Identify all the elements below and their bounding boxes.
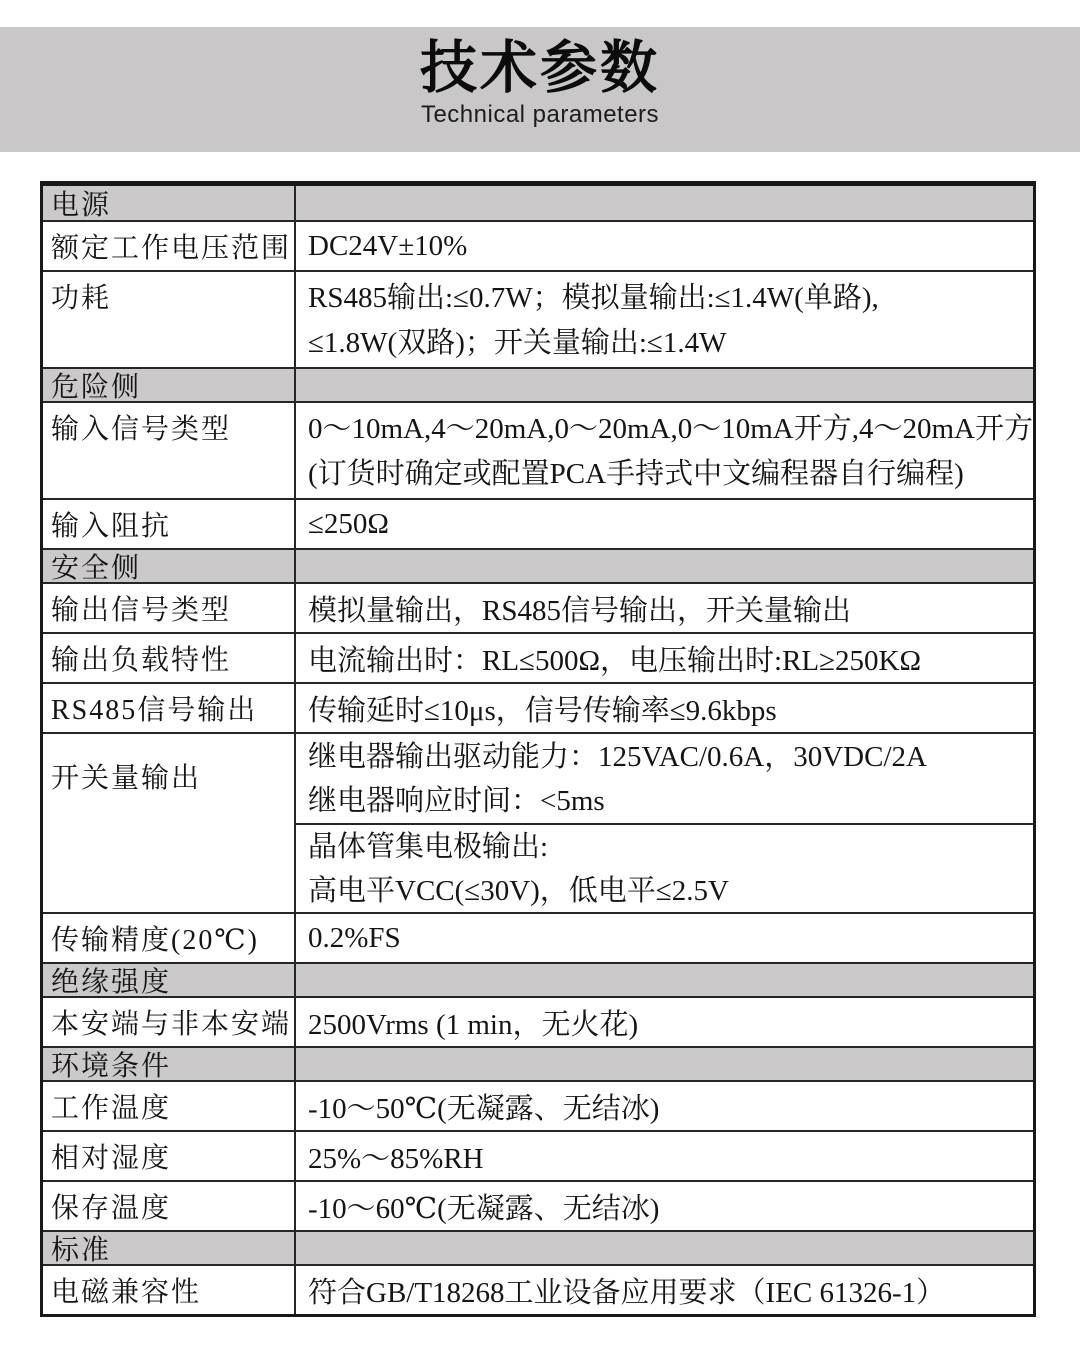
table-section-row (43, 367, 1033, 401)
param-name: 额定工作电压范围 (43, 222, 296, 270)
param-value-line: DC24V±10% (308, 229, 468, 262)
param-name: RS485信号输出 (43, 684, 296, 732)
param-value-line: -10～50℃(无凝露、无结冰) (308, 1092, 660, 1125)
table-row (43, 1130, 1033, 1180)
param-name: 传输精度(20℃) (43, 914, 296, 962)
param-value-group (296, 823, 1033, 912)
table-row (43, 1264, 1033, 1314)
param-value-group (296, 734, 1033, 823)
table-row (43, 498, 1033, 548)
param-value (296, 186, 1033, 220)
param-value (296, 684, 1033, 732)
param-value (296, 584, 1033, 632)
param-value (296, 403, 1033, 498)
param-value-line: RS485输出:≤0.7W；模拟量输出:≤1.4W(单路), (308, 282, 879, 314)
param-value (296, 1182, 1033, 1230)
param-value-line: -10～60℃(无凝露、无结冰) (308, 1192, 660, 1225)
param-name: 功耗 (43, 272, 296, 367)
param-value-line: 25%～85%RH (308, 1142, 484, 1175)
param-value-line: 电流输出时：RL≤500Ω，电压输出时:RL≥250KΩ (308, 644, 922, 677)
param-value-line: 高电平VCC(≤30V)，低电平≤2.5V (308, 874, 729, 907)
param-value (296, 1048, 1033, 1080)
param-name: 输入阻抗 (43, 500, 296, 548)
param-name: 电磁兼容性 (43, 1266, 296, 1314)
param-name: 工作温度 (43, 1082, 296, 1130)
param-value (296, 634, 1033, 682)
param-value (296, 500, 1033, 548)
table-row (43, 632, 1033, 682)
param-name: 输入信号类型 (43, 403, 296, 498)
table-section-row (43, 548, 1033, 582)
param-value (296, 998, 1033, 1046)
table-row (43, 1180, 1033, 1230)
param-value (296, 369, 1033, 401)
param-value-line: ≤1.8W(双路)；开关量输出:≤1.4W (308, 327, 727, 359)
table-row (43, 270, 1033, 367)
param-value (296, 1132, 1033, 1180)
param-name: 危险侧 (43, 369, 296, 401)
header-band (0, 27, 1080, 152)
param-value-line: 符合GB/T18268工业设备应用要求（IEC 61326-1） (308, 1276, 946, 1309)
param-name: 环境条件 (43, 1048, 296, 1080)
param-value-line: 继电器响应时间：<5ms (308, 784, 605, 817)
param-value (296, 914, 1033, 962)
param-value (296, 550, 1033, 582)
table-row (43, 996, 1033, 1046)
param-value (296, 964, 1033, 996)
table-section-row (43, 962, 1033, 996)
param-value-line: 传输延时≤10μs，信号传输率≤9.6kbps (308, 694, 777, 727)
param-value-line: 模拟量输出，RS485信号输出，开关量输出 (308, 594, 851, 627)
table-row (43, 582, 1033, 632)
page (0, 27, 1080, 1358)
param-name: 本安端与非本安端 (43, 998, 296, 1046)
param-name: 电源 (43, 186, 296, 220)
param-name: 开关量输出 (43, 734, 296, 912)
param-name: 保存温度 (43, 1182, 296, 1230)
param-name: 标准 (43, 1232, 296, 1264)
table-row (43, 401, 1033, 498)
param-name: 输出信号类型 (43, 584, 296, 632)
param-value (296, 1082, 1033, 1130)
table-section-row (43, 1230, 1033, 1264)
param-value-line: 继电器输出驱动能力：125VAC/0.6A，30VDC/2A (308, 740, 927, 773)
param-value (296, 272, 1033, 367)
table-row (43, 1080, 1033, 1130)
param-value-line: ≤250Ω (308, 507, 389, 540)
table-row (43, 682, 1033, 732)
param-value-line: 0.2%FS (308, 921, 401, 954)
page-title: 技术参数 (420, 36, 660, 100)
param-name: 相对湿度 (43, 1132, 296, 1180)
technical-parameters-table (40, 181, 1036, 1317)
param-name: 绝缘强度 (43, 964, 296, 996)
param-name: 输出负载特性 (43, 634, 296, 682)
table-row (43, 732, 1033, 912)
param-value (296, 222, 1033, 270)
table-section-row (43, 1046, 1033, 1080)
param-value (296, 1266, 1033, 1314)
table-section-row (43, 186, 1033, 220)
param-value (296, 1232, 1033, 1264)
param-value-line: (订货时确定或配置PCA手持式中文编程器自行编程) (308, 458, 964, 490)
param-value-line: 0～10mA,4～20mA,0～20mA,0～10mA开方,4～20mA开方 (308, 413, 1033, 445)
param-value (296, 734, 1033, 912)
param-name: 安全侧 (43, 550, 296, 582)
param-value-line: 2500Vrms (1 min，无火花) (308, 1008, 639, 1041)
page-subtitle: Technical parameters (420, 100, 660, 128)
table-row (43, 220, 1033, 270)
param-value-line: 晶体管集电极输出: (308, 830, 549, 863)
table-row (43, 912, 1033, 962)
